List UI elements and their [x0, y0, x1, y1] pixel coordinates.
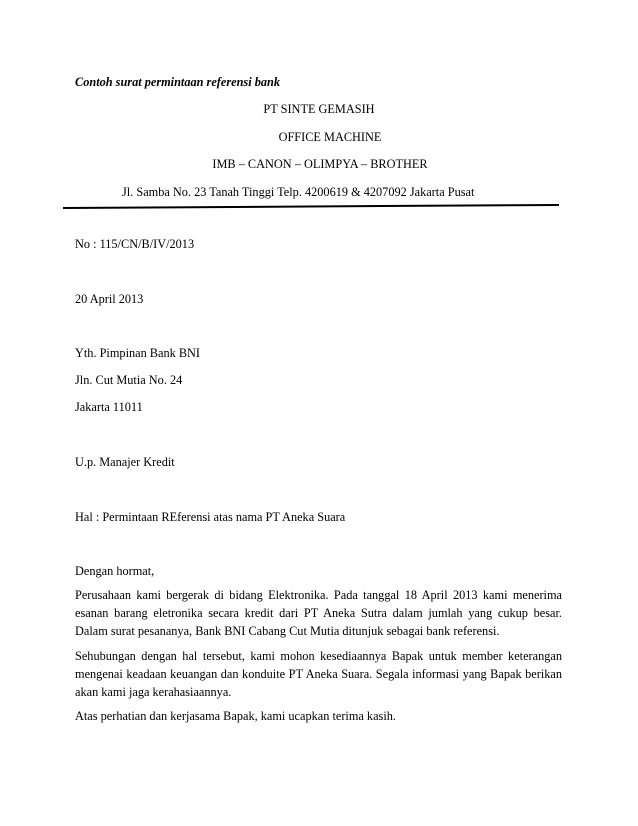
letterhead-brands: IMB – CANON – OLIMPYA – BROTHER	[212, 157, 428, 171]
recipient-street: Jln. Cut Mutia No. 24	[75, 373, 183, 387]
body-paragraph-3: Atas perhatian dan kerjasama Bapak, kami ucapkan terima kasih.	[75, 709, 396, 723]
recipient-name: Yth. Pimpinan Bank BNI	[75, 346, 201, 360]
letter-number: No : 115/CN/B/IV/2013	[75, 237, 195, 251]
letterhead-divider	[63, 204, 559, 209]
document-heading: Contoh surat permintaan referensi bank	[75, 75, 280, 89]
attention-line: U.p. Manajer Kredit	[75, 455, 175, 469]
recipient-city: Jakarta 11011	[75, 400, 143, 414]
letterhead-company: PT SINTE GEMASIH	[263, 102, 375, 116]
subject-line: Hal : Permintaan REferensi atas nama PT Aneka Suara	[75, 510, 346, 524]
letterhead-subtitle: OFFICE MACHINE	[278, 130, 382, 144]
greeting: Dengan hormat,	[75, 564, 155, 578]
body-paragraph-2: Sehubungan dengan hal tersebut, kami mohon kesediaannya Bapak untuk member keterangan mengenai keadaan keuangan dan konduite PT Aneka Suara. Segala informasi yang Bapak berikan akan kami jaga kerahasiaannya.	[75, 649, 562, 699]
letter-date: 20 April 2013	[75, 292, 144, 306]
letterhead-address: Jl. Samba No. 23 Tanah Tinggi Telp. 4200619 & 4207092 Jakarta Pusat	[122, 185, 475, 199]
body-paragraph-1: Perusahaan kami bergerak di bidang Elektronika. Pada tanggal 18 April 2013 kami menerima esanan barang eletronika secara kredit dari PT Aneka Sutra dalam jumlah yang cukup besar. Dalam surat pesananya, Bank BNI Cabang Cut Mutia ditunjuk sebagai bank referensi.	[75, 588, 562, 638]
